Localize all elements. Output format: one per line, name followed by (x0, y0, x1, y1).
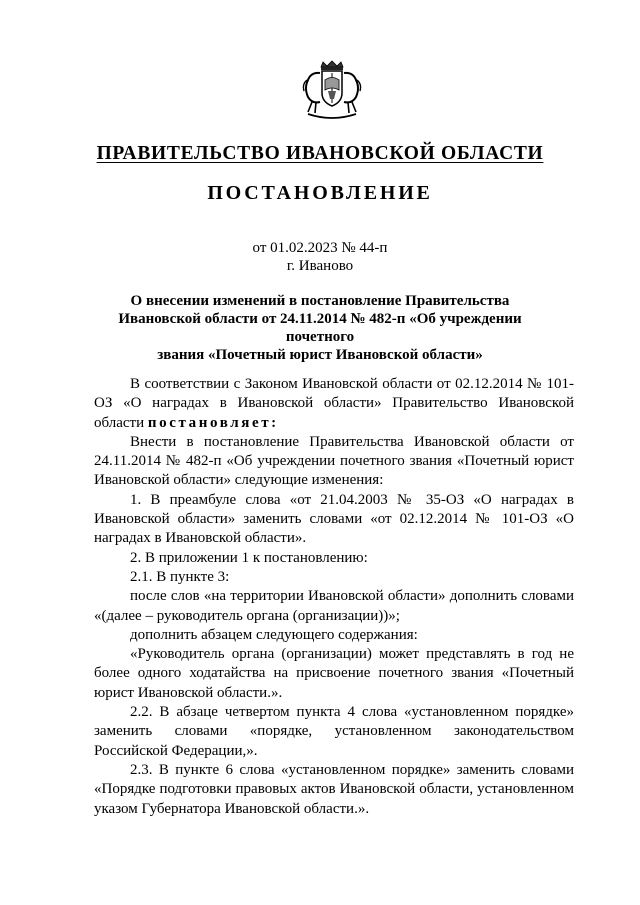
government-title: ПРАВИТЕЛЬСТВО ИВАНОВСКОЙ ОБЛАСТИ (96, 143, 544, 164)
subject-line: Ивановской области от 24.11.2014 № 482-п «Об учреждении почетного (118, 311, 522, 345)
intro-text: В соответствии с Законом Ивановской области от 02.12.2014 № 101-ОЗ «О наградах в Ивановской области» Правительство Ивановской области (94, 376, 574, 431)
coat-of-arms-icon (292, 60, 372, 122)
date-number: от 01.02.2023 № 44-п (252, 240, 388, 256)
city: г. Иваново (286, 258, 354, 274)
item-2-1-c: «Руководитель органа (организации) может представлять в год не более одного ходатайства на присвоение почетного звания «Почетный юрист Ивановской области.». (94, 646, 574, 701)
item-2-1-b: дополнить абзацем следующего содержания: (130, 626, 418, 643)
item-2-1-a: после слов «на территории Ивановской области» дополнить словами «(далее – руководитель органа (организации))»; (94, 588, 574, 624)
amend-paragraph: Внести в постановление Правительства Ивановской области от 24.11.2014 № 482-п «Об учреждении почетного звания «Почетный юрист Ивановской области» следующие изменения: (94, 433, 574, 489)
subject-line: О внесении изменений в постановление Правительства (130, 293, 510, 309)
item-2-1: 2.1. В пункте 3: (130, 568, 230, 585)
document-type: ПОСТАНОВЛЕНИЕ (207, 182, 433, 204)
subject-line: звания «Почетный юрист Ивановской области» (157, 347, 483, 363)
item-2-2: 2.2. В абзаце четвертом пункта 4 слова «установленном порядке» заменить словами «порядке, установленном законодательством Российской Федерации,». (94, 704, 574, 759)
item-1: 1. В преамбуле слова «от 21.04.2003 № 35-ОЗ «О наградах в Ивановской области» заменить словами «от 02.12.2014 № 101-ОЗ «О наградах в Ивановской области». (94, 491, 574, 547)
document-subject (86, 292, 554, 364)
item-2: 2. В приложении 1 к постановлению: (130, 549, 368, 566)
resolves-word: постановляет: (147, 414, 279, 431)
document-meta (0, 239, 640, 275)
item-2-3: 2.3. В пункте 6 слова «установленном порядке» заменить словами «Порядке подготовки правовых актов Ивановской области, установленном указом Губернатора Ивановской области.». (94, 761, 574, 817)
document-body (94, 375, 574, 819)
intro-paragraph (94, 375, 574, 433)
